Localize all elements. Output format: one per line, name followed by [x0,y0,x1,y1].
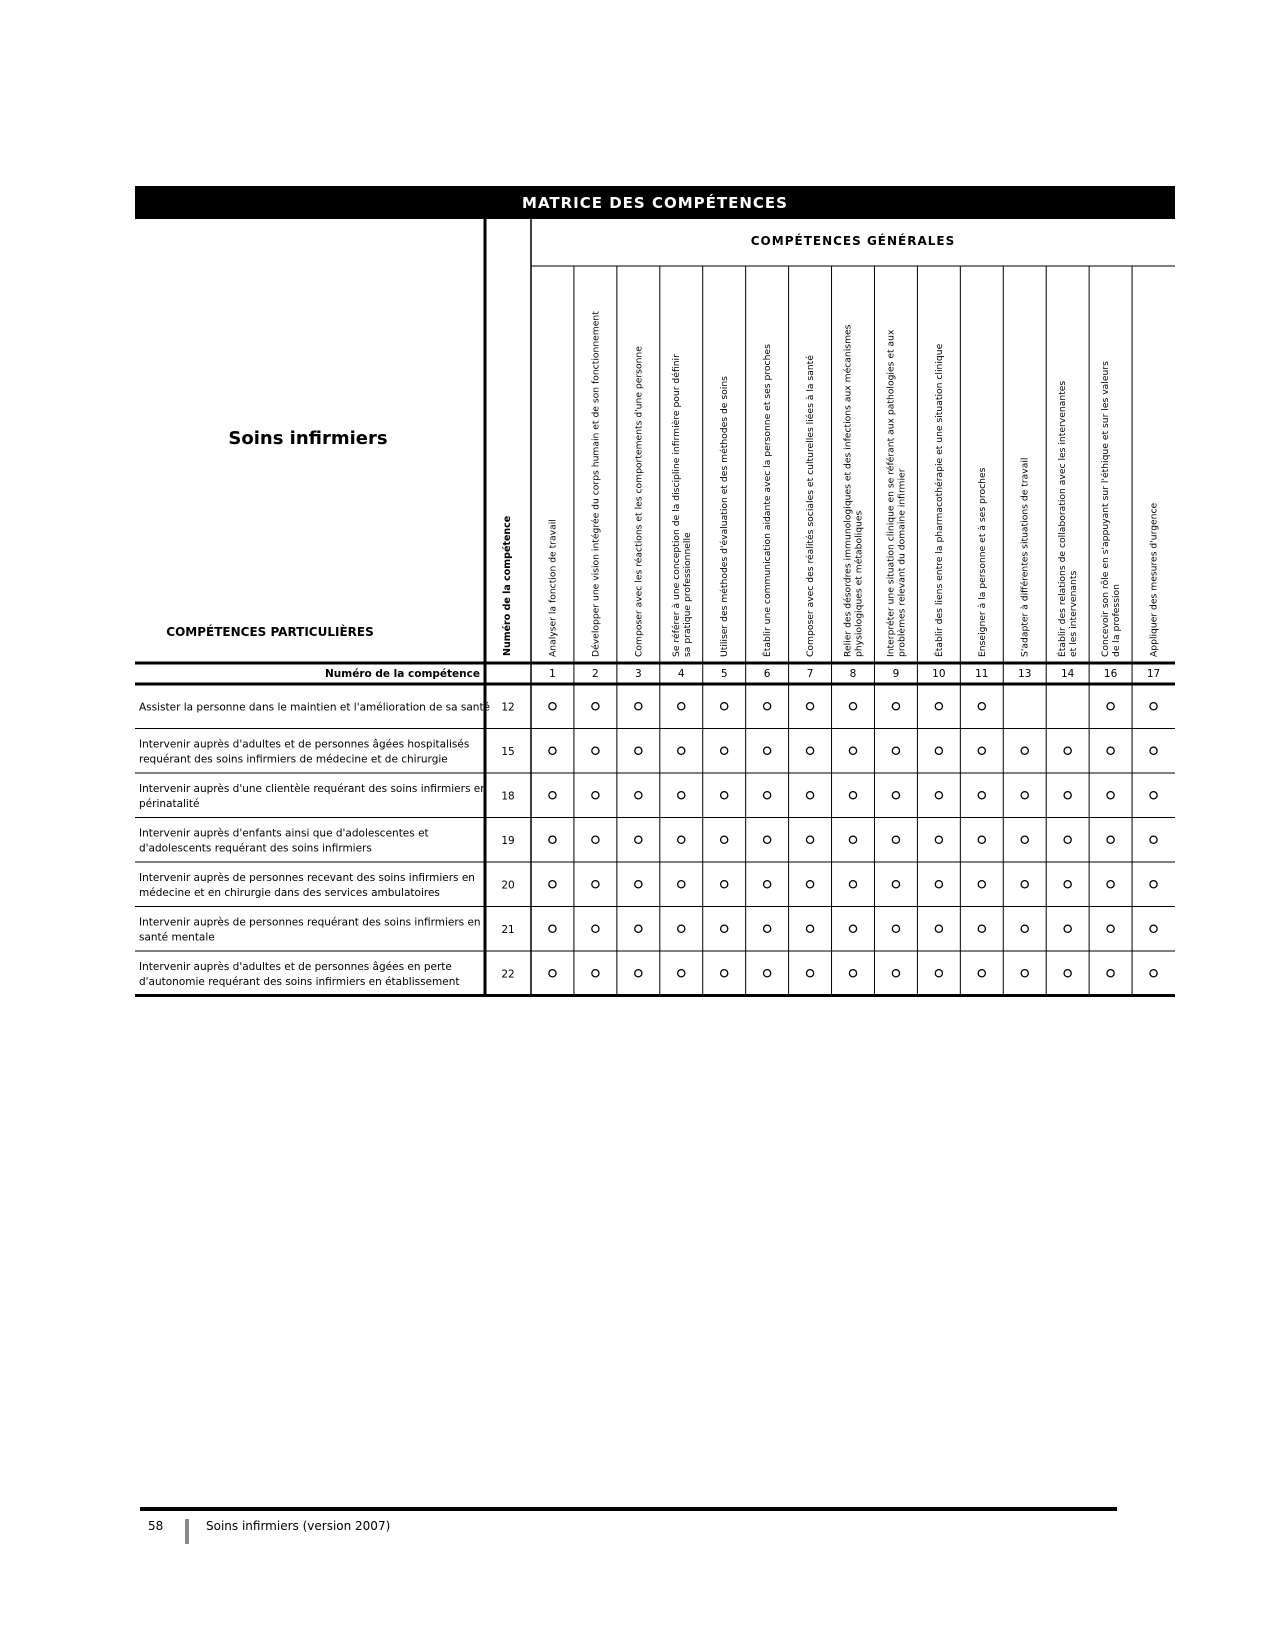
competency-link-mark [1107,881,1114,888]
general-competency-number: 16 [1103,668,1118,680]
competency-link-mark [678,792,685,799]
competency-link-mark [1150,970,1157,977]
general-competency-number: 3 [634,668,642,680]
particular-competency-label: périnatalité [139,797,200,810]
particular-competency-label: Intervenir auprès de personnes recevant des soins infirmiers en [139,871,475,884]
competency-link-mark [764,881,771,888]
competency-link-mark [721,970,728,977]
competency-link-mark [935,792,942,799]
competency-link-mark [635,836,642,843]
footer-rule [140,1507,1117,1511]
general-competency-number: 14 [1060,668,1075,680]
competency-link-mark [806,925,813,932]
competency-link-mark [549,792,556,799]
general-competency-label: Analyser la fonction de travail [547,519,559,657]
general-competency-number: 8 [849,668,857,680]
general-competency-label: Se référer à une conception de la discipline infirmière pour définir [670,354,682,657]
competency-link-mark [892,747,899,754]
competency-link-mark [1021,925,1028,932]
particular-competency-label: Intervenir auprès d'enfants ainsi que d'adolescentes et [139,827,429,840]
competency-link-mark [1064,792,1071,799]
competency-link-mark [1064,970,1071,977]
competency-link-mark [1150,925,1157,932]
competency-link-mark [978,836,985,843]
general-competency-number: 2 [592,668,599,680]
competency-link-mark [549,747,556,754]
number-row-label: Numéro de la compétence [325,668,480,680]
competency-link-mark [678,970,685,977]
competency-link-mark [764,836,771,843]
competency-link-mark [978,925,985,932]
general-competency-label: problèmes relevant du domaine infirmier [896,468,908,657]
competency-link-mark [549,703,556,710]
particular-competency-label: d'autonomie requérant des soins infirmiers en établissement [139,975,460,988]
competency-link-mark [892,792,899,799]
competency-link-mark [849,881,856,888]
competency-link-mark [678,925,685,932]
competency-link-mark [935,836,942,843]
general-competency-number: 4 [677,668,685,680]
general-competency-label: physiologiques et métaboliques [853,510,865,657]
competency-link-mark [1107,836,1114,843]
competency-link-mark [592,881,599,888]
competency-link-mark [1107,792,1114,799]
general-competency-label: Concevoir son rôle en s'appuyant sur l'éthique et sur les valeurs [1100,361,1112,657]
general-competency-label: sa pratique professionnelle [681,532,693,657]
competency-link-mark [935,970,942,977]
particular-competency-label: santé mentale [139,931,215,944]
particular-competency-number: 15 [501,745,515,758]
competency-link-mark [592,747,599,754]
competency-link-mark [806,747,813,754]
general-competencies-header: COMPÉTENCES GÉNÉRALES [750,234,956,248]
competency-link-mark [1064,925,1071,932]
competency-link-mark [721,836,728,843]
competency-link-mark [764,925,771,932]
competency-link-mark [978,881,985,888]
competency-link-mark [592,703,599,710]
general-competency-label: Utiliser des méthodes d'évaluation et des méthodes de soins [719,376,731,657]
competency-link-mark [892,925,899,932]
general-competency-number: 9 [892,668,900,680]
competency-link-mark [635,881,642,888]
general-competency-label: Établir des liens entre la pharmacothérapie et une situation clinique [933,343,945,657]
general-competency-label: Développer une vision intégrée du corps humain et de son fonctionnement [590,311,602,657]
competency-link-mark [1150,836,1157,843]
competency-link-mark [1021,792,1028,799]
competency-link-mark [764,970,771,977]
competency-link-mark [1107,747,1114,754]
competency-link-mark [1150,703,1157,710]
general-competency-label: de la profession [1111,584,1123,657]
competency-link-mark [849,747,856,754]
competency-link-mark [849,703,856,710]
competency-link-mark [635,747,642,754]
competency-link-mark [635,970,642,977]
competency-link-mark [806,703,813,710]
competency-link-mark [549,836,556,843]
general-competency-number: 7 [806,668,814,680]
general-competency-number: 17 [1146,668,1161,680]
competency-link-mark [1107,970,1114,977]
competency-link-mark [592,925,599,932]
competency-link-mark [806,836,813,843]
competency-link-mark [935,703,942,710]
competency-link-mark [721,881,728,888]
general-competency-number: 1 [549,668,556,680]
general-competency-label: Établir des relations de collaboration avec les intervenantes [1057,380,1069,657]
competency-link-mark [935,881,942,888]
footer-document-title: Soins infirmiers (version 2007) [206,1519,391,1533]
competency-link-mark [549,970,556,977]
matrix-grid [135,219,1175,996]
competency-link-mark [635,925,642,932]
competency-link-mark [892,836,899,843]
particular-competencies-header: COMPÉTENCES PARTICULIÈRES [166,625,374,639]
particular-competency-number: 12 [501,701,515,714]
competency-link-mark [892,703,899,710]
particular-competency-label: Intervenir auprès d'adultes et de personnes âgées hospitalisés [139,738,470,751]
competency-link-mark [635,792,642,799]
competency-link-mark [1150,792,1157,799]
competency-link-mark [635,703,642,710]
competency-link-mark [1064,747,1071,754]
competency-link-mark [721,925,728,932]
general-competency-number: 13 [1018,668,1032,680]
footer-separator [185,1519,189,1544]
competency-link-mark [1150,747,1157,754]
general-competency-label: Composer avec les réactions et les comportements d'une personne [633,346,645,657]
particular-competency-label: Intervenir auprès de personnes requérant des soins infirmiers en [139,916,481,929]
competency-link-mark [592,792,599,799]
competency-link-mark [678,747,685,754]
competency-link-mark [892,970,899,977]
competency-link-mark [892,881,899,888]
particular-competency-number: 20 [501,879,515,892]
competency-link-mark [849,925,856,932]
competency-link-mark [592,970,599,977]
competency-link-mark [721,747,728,754]
particular-competency-label: Intervenir auprès d'une clientèle requérant des soins infirmiers en [139,782,487,795]
competency-link-mark [721,703,728,710]
competency-link-mark [1021,970,1028,977]
competency-link-mark [935,747,942,754]
particular-competency-number: 19 [501,834,515,847]
competency-link-mark [549,925,556,932]
footer-page-number: 58 [148,1519,164,1533]
competency-link-mark [678,703,685,710]
general-competency-label: et les intervenants [1068,570,1080,657]
competency-link-mark [849,970,856,977]
general-competency-label: Appliquer des mesures d'urgence [1148,502,1160,657]
general-competency-label: S'adapter à différentes situations de travail [1019,457,1031,657]
particular-competency-label: d'adolescents requérant des soins infirmiers [139,842,372,855]
competency-link-mark [849,792,856,799]
particular-competency-label: Assister la personne dans le maintien et l'amélioration de sa santé [139,701,491,714]
competency-link-mark [678,881,685,888]
competency-link-mark [1021,747,1028,754]
competency-link-mark [935,925,942,932]
competency-link-mark [764,792,771,799]
general-competency-number: 10 [932,668,946,680]
competency-link-mark [1150,881,1157,888]
particular-competency-label: médecine et en chirurgie dans des services ambulatoires [139,886,440,899]
competency-link-mark [978,747,985,754]
general-competency-label: Enseigner à la personne et à ses proches [976,467,988,657]
competency-link-mark [549,881,556,888]
number-header-vertical: Numéro de la compétence [502,515,513,656]
competency-link-mark [1107,703,1114,710]
general-competency-number: 11 [975,668,989,680]
particular-competency-label: Intervenir auprès d'adultes et de personnes âgées en perte [139,960,452,973]
competency-link-mark [764,747,771,754]
competency-link-mark [678,836,685,843]
competency-link-mark [806,792,813,799]
competency-link-mark [849,836,856,843]
general-competency-number: 6 [763,668,771,680]
competency-link-mark [764,703,771,710]
competency-link-mark [978,970,985,977]
general-competency-label: Relier des désordres immunologiques et des infections aux mécanismes [842,324,854,657]
general-competency-number: 5 [720,668,728,680]
general-competency-label: Composer avec des réalités sociales et culturelles liées à la santé [805,355,817,657]
competency-link-mark [1064,881,1071,888]
program-title: Soins infirmiers [228,428,388,449]
particular-competency-number: 22 [501,968,515,981]
competency-link-mark [806,970,813,977]
particular-competency-label: requérant des soins infirmiers de médecine et de chirurgie [139,753,448,766]
competency-link-mark [1107,925,1114,932]
competency-link-mark [978,703,985,710]
competency-link-mark [592,836,599,843]
general-competency-label: Établir une communication aidante avec la personne et ses proches [762,344,774,657]
competency-link-mark [1021,836,1028,843]
particular-competency-number: 21 [501,923,515,936]
competency-link-mark [806,881,813,888]
competency-link-mark [721,792,728,799]
general-competency-label: Interpréter une situation clinique en se référant aux pathologies et aux [885,329,897,657]
competency-link-mark [978,792,985,799]
particular-competency-number: 18 [501,790,515,803]
competency-link-mark [1021,881,1028,888]
matrix-title: MATRICE DES COMPÉTENCES [522,194,788,212]
competency-link-mark [1064,836,1071,843]
